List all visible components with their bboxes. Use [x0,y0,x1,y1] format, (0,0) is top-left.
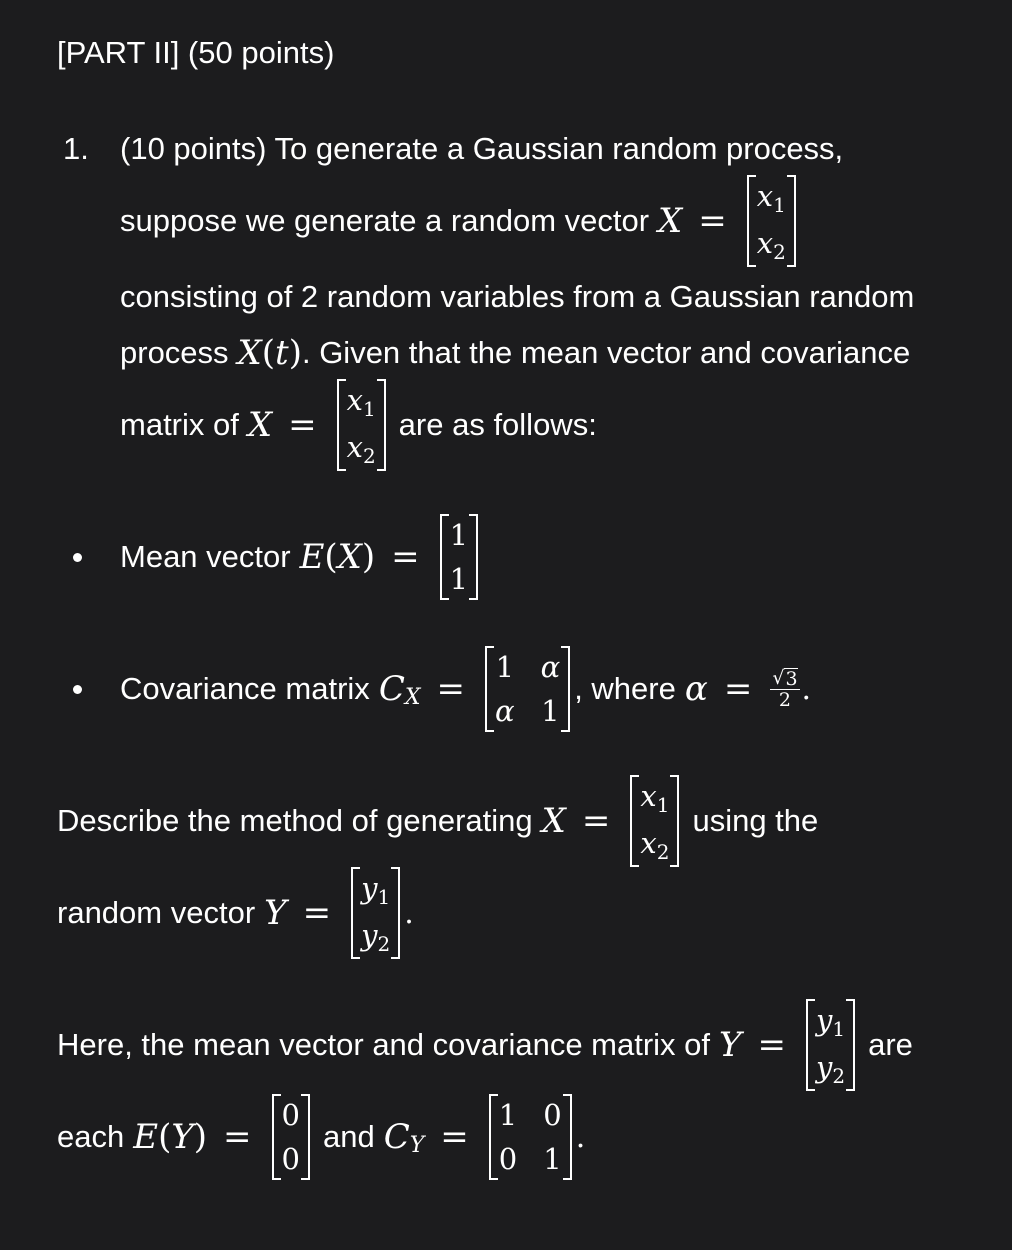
symbol-t: t [275,333,289,373]
symbol-x: X [247,405,273,445]
covariance-matrix-x [485,646,570,732]
covariance-matrix-y [489,1094,572,1180]
vector-x [337,379,386,471]
question-number: 1. [63,131,89,166]
entry: 1 [449,518,469,552]
symbol-x: X [237,333,262,373]
symbol-e: E [299,537,325,577]
entry: α [540,650,561,684]
equals-sign: = [391,537,420,577]
symbol-y: Y [264,893,287,933]
period: . [404,895,414,931]
equals-sign: = [302,893,332,933]
entry: 1 [495,650,515,684]
line-text: suppose we generate a random vector [120,203,650,238]
mean-label: Mean vector [120,539,291,574]
line-text: matrix of [120,407,239,442]
subscript-x: X [404,684,421,710]
cov-label: Covariance matrix [120,671,370,706]
question-line-5 [120,379,597,471]
bullet-dot [73,685,82,694]
period: . [801,671,812,707]
describe-line-2 [57,867,414,959]
entry-x1: $x_1$ [756,179,786,217]
line-text-after: . Given that the mean vector and covariance [301,335,911,370]
mean-vector-line [120,511,482,603]
paren-close: ) [288,333,302,373]
vector-y [351,867,400,959]
question-line-4 [120,330,910,376]
paren-open: ( [158,1117,172,1157]
equals-sign: = [581,801,611,841]
symbol-c: C [378,669,405,709]
entry: 0 [543,1098,562,1132]
entry-y2: $y_2$ [815,1050,846,1088]
equals-sign: = [436,669,465,709]
line-text-after: are as follows: [398,407,597,442]
entry-y1: $y_1$ [361,871,391,909]
and-text: and [323,1119,375,1154]
entry-x2: $x_2$ [756,226,786,264]
symbol-x: X [337,537,362,577]
paren-close: ) [361,537,376,577]
equals-sign: = [698,201,727,241]
entry: 0 [281,1142,300,1176]
where-text: , where [574,671,676,706]
line-text: Here, the mean vector and covariance matrix of [57,1027,711,1062]
bullet-dot [73,553,82,562]
line-text: random vector [57,895,256,930]
symbol-y: Y [719,1025,742,1065]
here-line-1 [57,999,913,1091]
line-text: each [57,1119,125,1154]
alpha-fraction: √ 3 2 [772,667,798,711]
entry-y1: $y_1$ [815,1003,846,1041]
describe-line-1 [57,775,818,867]
period: . [575,1119,586,1155]
question-line-2 [120,175,800,267]
symbol-c: C [383,1117,410,1157]
equals-sign: = [288,405,317,445]
symbol-x: X [541,801,566,841]
entry-x1: $x_1$ [640,779,670,817]
entry-y2: $y_2$ [361,918,391,956]
vector-x [630,775,679,867]
paren-open: ( [324,537,338,577]
part-heading: [PART II] (50 points) [57,35,335,70]
vector-x [747,175,796,267]
covariance-line [120,643,811,735]
line-text: process [120,335,229,370]
question-line-1: (10 points) To generate a Gaussian random process, [120,131,844,166]
entry: 1 [498,1098,518,1132]
mean-vector [440,514,478,600]
entry-x2: $x_2$ [640,826,670,864]
entry: 0 [281,1098,300,1132]
vector-y [806,999,855,1091]
paren-open: ( [261,333,276,373]
symbol-e: E [133,1117,159,1157]
line-text: Describe the method of generating [57,803,533,838]
symbol-alpha: α [684,669,708,709]
question-line-3: consisting of 2 random variables from a Gaussian random [120,279,915,314]
line-text-after: using the [692,803,819,838]
entry-x1: $x_1$ [346,383,376,421]
entry: 1 [543,1142,562,1176]
entry: 1 [541,694,560,728]
equals-sign: = [757,1025,786,1065]
paren-close: ) [193,1117,208,1157]
mean-vector-y [272,1094,310,1180]
symbol-y: Y [171,1117,194,1157]
entry: α [495,694,515,728]
symbol-x: X [658,201,683,241]
line-text-after: are [868,1027,913,1062]
entry-x2: $x_2$ [346,430,376,468]
entry: 1 [449,562,469,596]
equals-sign: = [440,1117,469,1157]
entry: 0 [498,1142,518,1176]
equals-sign: = [223,1117,252,1157]
here-line-2 [57,1091,585,1183]
equals-sign: = [723,669,753,709]
subscript-y: Y [409,1132,425,1158]
